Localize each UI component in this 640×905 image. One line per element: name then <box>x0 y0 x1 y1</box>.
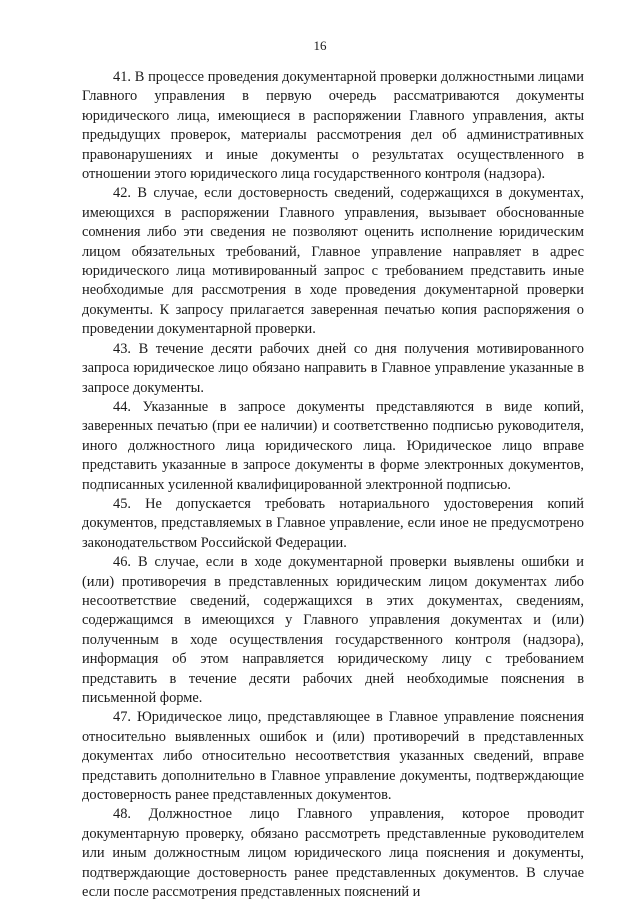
paragraph-46: 46. В случае, если в ходе документарной проверки выявлены ошибки и (или) противоречия в представленных юридическим лицом документах либо несоответствие сведений, содержащихся в этих документах, сведениям, содержащимся в имеющихся у Главного управления документах и (или) полученным в ходе осуществления государственного контроля (надзора), информация об этом направляется юридическому лицу с требованием представить в течение десяти рабочих дней необходимые пояснения в письменной форме. <box>82 554 584 706</box>
paragraph-45: 45. Не допускается требовать нотариального удостоверения копий документов, представляемых в Главное управление, если иное не предусмотрено законодательством Российской Федерации. <box>82 495 584 551</box>
paragraph-42: 42. В случае, если достоверность сведений, содержащихся в документах, имеющихся в распоряжении Главного управления, вызывает обоснованные сомнения либо эти сведения не позволяют оценить исполнение юридическим лицом обязательных требований, Главное управление направляет в адрес юридического лица мотивированный запрос с требованием представить иные необходимые для рассмотрения в ходе проведения документарной проверки документы. К запросу прилагается заверенная печатью копия распоряжения о проведении документарной проверки. <box>82 185 584 338</box>
paragraph-41: 41. В процессе проведения документарной проверки должностными лицами Главного управления в первую очередь рассматриваются документы юридического лица, имеющиеся в распоряжении Главного управления, акты предыдущих проверок, материалы рассмотрения дел об административных правонарушениях и иные документы о результатах осуществленного в отношении этого юридического лица государственного контроля (надзора). <box>82 69 584 183</box>
paragraph-44: 44. Указанные в запросе документы представляются в виде копий, заверенных печатью (при ее наличии) и соответственно подписью руководителя, иного должностного лица юридического лица. Юридическое лицо вправе представить указанные в запросе документы в форме электронных документов, подписанных усиленной квалифицированной электронной подписью. <box>82 398 584 493</box>
page-number: 16 <box>313 38 327 53</box>
document-body <box>82 68 584 902</box>
paragraph-43: 43. В течение десяти рабочих дней со дня получения мотивированного запроса юридическое лицо обязано направить в Главное управление указанные в запросе документы. <box>82 340 584 396</box>
paragraph-48: 48. Должностное лицо Главного управления, которое проводит документарную проверку, обязано рассмотреть представленные руководителем или иным должностным лицом юридического лица пояснения и документы, подтверждающие достоверность ранее представленных документов. В случае если после рассмотрения представленных пояснений и <box>82 806 584 901</box>
paragraph-47: 47. Юридическое лицо, представляющее в Главное управление пояснения относительно выявленных ошибок и (или) противоречий в представленных документах либо относительно несоответствия указанных сведений, вправе представить дополнительно в Главное управление документы, подтверждающие достоверность ранее представленных документов. <box>82 709 584 804</box>
